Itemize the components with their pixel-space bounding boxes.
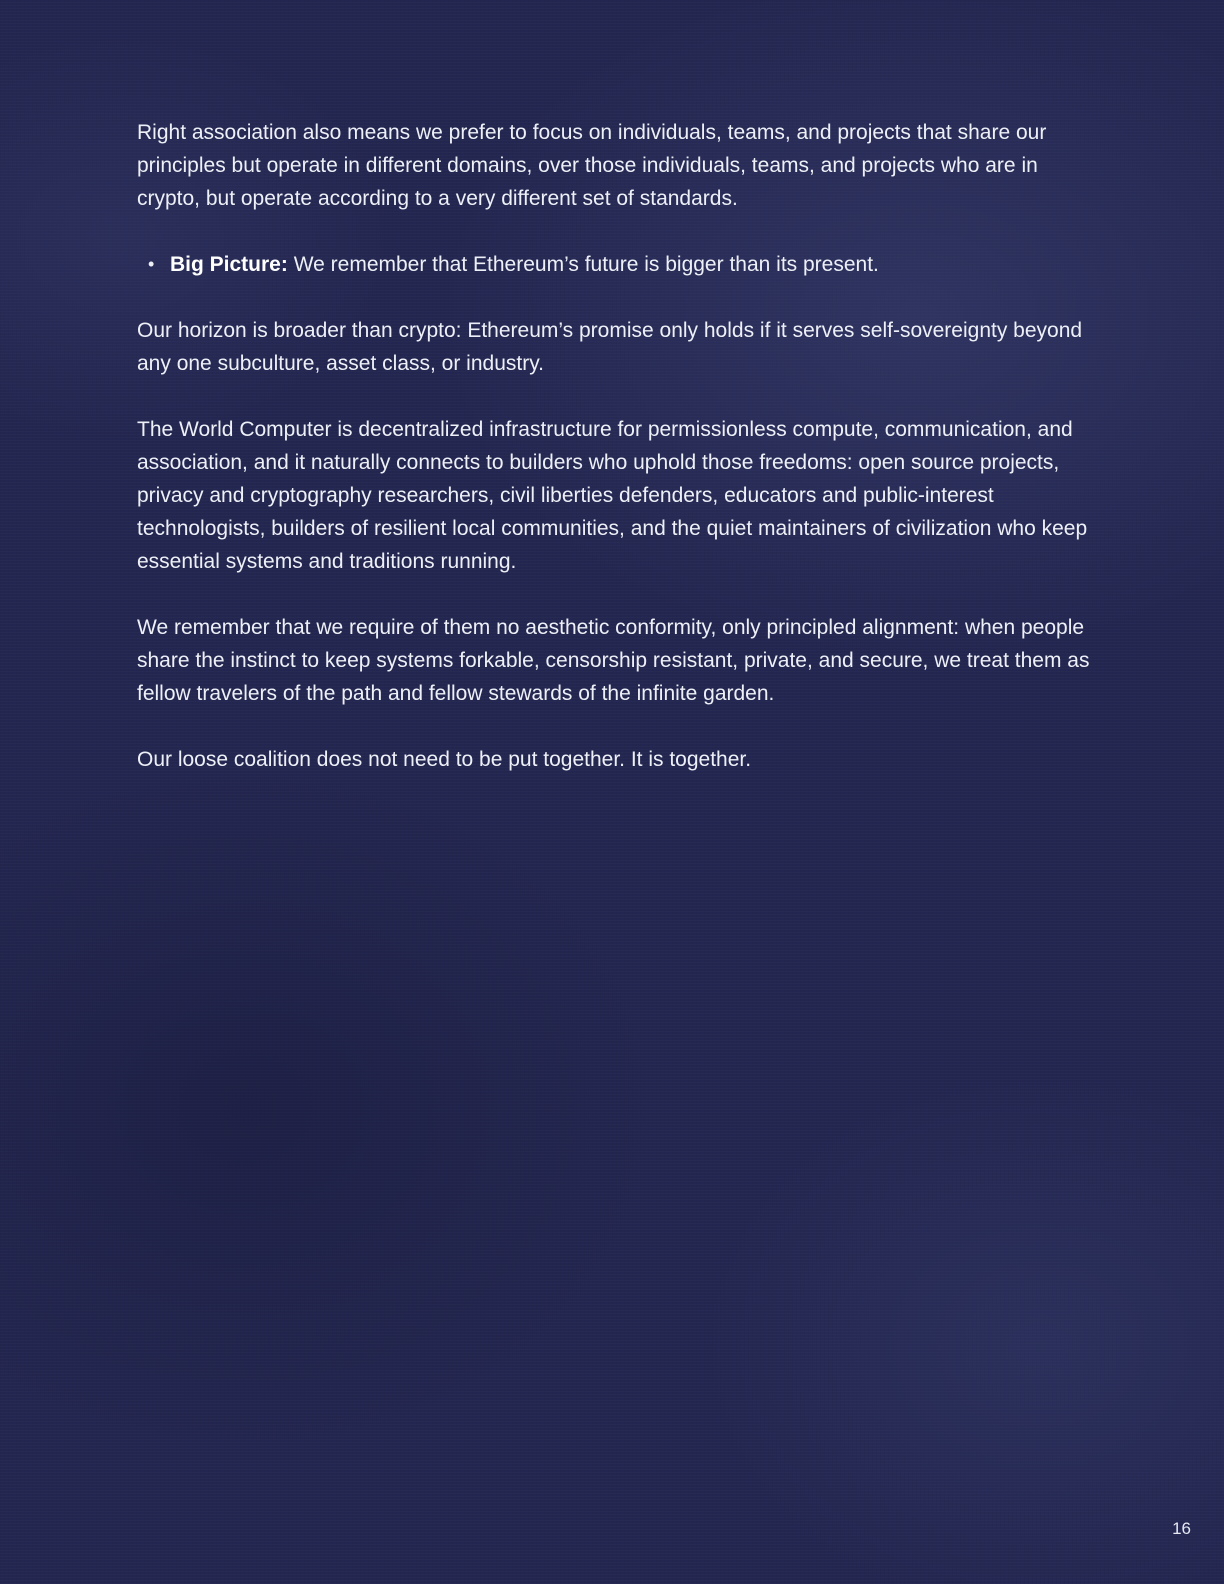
bullet-dot-icon: •	[148, 254, 155, 274]
bullet-list	[137, 248, 1097, 281]
paragraph-world-computer: The World Computer is decentralized infrastructure for permissionless compute, communication, and association, and it naturally connects to builders who uphold those freedoms: open source projects, privacy and cryptography researchers, civil liberties defenders, educators and public-interest technologists, builders of resilient local communities, and the quiet maintainers of civilization who keep essential systems and traditions running.	[137, 418, 1088, 573]
paragraph-loose-coalition: Our loose coalition does not need to be put together. It is together.	[137, 748, 752, 771]
bullet-item-big-picture	[137, 248, 1097, 281]
bullet-term: Big Picture:	[170, 253, 288, 276]
paragraph-horizon: Our horizon is broader than crypto: Ethereum’s promise only holds if it serves self-sovereignty beyond any one subculture, asset class, or industry.	[137, 319, 1083, 375]
paragraph-right-association: Right association also means we prefer to focus on individuals, teams, and projects that share our principles but operate in different domains, over those individuals, teams, and projects who are in crypto, but operate according to a very different set of standards.	[137, 121, 1047, 210]
bullet-text: We remember that Ethereum’s future is bigger than its present.	[287, 253, 879, 276]
paragraph-aesthetic-conformity: We remember that we require of them no aesthetic conformity, only principled alignment: when people share the instinct to keep systems forkable, censorship resistant, private, and secure, we treat them as fellow travelers of the path and fellow stewards of the infinite garden.	[137, 616, 1090, 705]
page-number: 16	[1172, 1519, 1191, 1538]
page-content	[137, 116, 1097, 809]
